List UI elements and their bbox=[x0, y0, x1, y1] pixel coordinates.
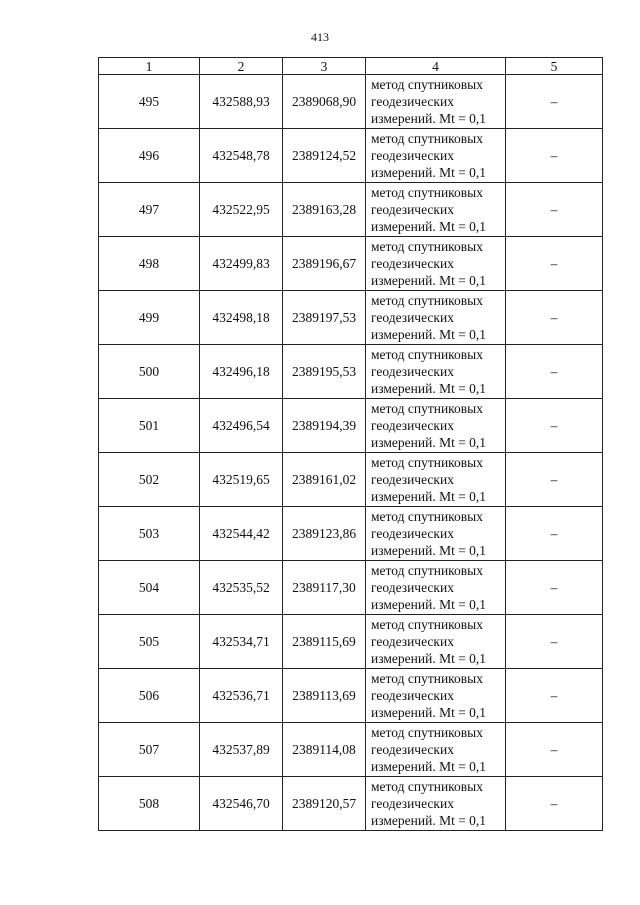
method-line: геодезических bbox=[371, 796, 454, 811]
coordinate-x-cell: 432536,71 bbox=[200, 669, 283, 723]
point-number-cell: 507 bbox=[99, 723, 200, 777]
method-cell bbox=[366, 237, 506, 291]
table-row bbox=[99, 615, 603, 669]
method-line: метод спутниковых bbox=[371, 509, 483, 524]
coordinate-y-cell: 2389115,69 bbox=[283, 615, 366, 669]
method-line: геодезических bbox=[371, 418, 454, 433]
method-cell bbox=[366, 399, 506, 453]
method-line: метод спутниковых bbox=[371, 77, 483, 92]
coordinate-y-cell: 2389113,69 bbox=[283, 669, 366, 723]
coordinate-y-cell: 2389114,08 bbox=[283, 723, 366, 777]
method-cell bbox=[366, 75, 506, 129]
method-line: метод спутниковых bbox=[371, 293, 483, 308]
table-header-row bbox=[99, 58, 603, 75]
table-row bbox=[99, 399, 603, 453]
method-line: метод спутниковых bbox=[371, 455, 483, 470]
coordinate-y-cell: 2389068,90 bbox=[283, 75, 366, 129]
method-line: измерений. Mt = 0,1 bbox=[371, 651, 487, 666]
method-cell bbox=[366, 723, 506, 777]
point-number-cell: 506 bbox=[99, 669, 200, 723]
note-cell: – bbox=[506, 183, 603, 237]
method-line: метод спутниковых bbox=[371, 725, 483, 740]
method-line: измерений. Mt = 0,1 bbox=[371, 705, 487, 720]
method-cell bbox=[366, 615, 506, 669]
point-number-cell: 496 bbox=[99, 129, 200, 183]
method-line: измерений. Mt = 0,1 bbox=[371, 273, 487, 288]
note-cell: – bbox=[506, 777, 603, 831]
column-header-1: 1 bbox=[99, 58, 200, 75]
table-body bbox=[99, 75, 603, 831]
point-number-cell: 497 bbox=[99, 183, 200, 237]
coordinates-table bbox=[98, 57, 603, 831]
point-number-cell: 500 bbox=[99, 345, 200, 399]
table-row bbox=[99, 669, 603, 723]
table-row bbox=[99, 75, 603, 129]
method-line: метод спутниковых bbox=[371, 563, 483, 578]
coordinate-y-cell: 2389117,30 bbox=[283, 561, 366, 615]
method-line: метод спутниковых bbox=[371, 617, 483, 632]
note-cell: – bbox=[506, 129, 603, 183]
method-cell bbox=[366, 777, 506, 831]
method-cell bbox=[366, 345, 506, 399]
method-cell bbox=[366, 507, 506, 561]
method-cell bbox=[366, 129, 506, 183]
coordinate-y-cell: 2389195,53 bbox=[283, 345, 366, 399]
method-line: измерений. Mt = 0,1 bbox=[371, 489, 487, 504]
method-line: измерений. Mt = 0,1 bbox=[371, 435, 487, 450]
method-line: метод спутниковых bbox=[371, 779, 483, 794]
point-number-cell: 495 bbox=[99, 75, 200, 129]
coordinate-x-cell: 432546,70 bbox=[200, 777, 283, 831]
method-line: метод спутниковых bbox=[371, 401, 483, 416]
method-line: измерений. Mt = 0,1 bbox=[371, 543, 487, 558]
note-cell: – bbox=[506, 669, 603, 723]
method-line: метод спутниковых bbox=[371, 671, 483, 686]
method-line: метод спутниковых bbox=[371, 239, 483, 254]
method-line: метод спутниковых bbox=[371, 347, 483, 362]
method-line: измерений. Mt = 0,1 bbox=[371, 597, 487, 612]
coordinate-y-cell: 2389163,28 bbox=[283, 183, 366, 237]
coordinate-x-cell: 432496,18 bbox=[200, 345, 283, 399]
method-line: измерений. Mt = 0,1 bbox=[371, 327, 487, 342]
note-cell: – bbox=[506, 237, 603, 291]
method-line: геодезических bbox=[371, 742, 454, 757]
method-line: геодезических bbox=[371, 688, 454, 703]
coordinate-x-cell: 432548,78 bbox=[200, 129, 283, 183]
coordinate-x-cell: 432537,89 bbox=[200, 723, 283, 777]
coordinate-y-cell: 2389161,02 bbox=[283, 453, 366, 507]
note-cell: – bbox=[506, 507, 603, 561]
table-row bbox=[99, 561, 603, 615]
note-cell: – bbox=[506, 723, 603, 777]
method-line: измерений. Mt = 0,1 bbox=[371, 219, 487, 234]
point-number-cell: 502 bbox=[99, 453, 200, 507]
coordinate-x-cell: 432522,95 bbox=[200, 183, 283, 237]
coordinate-x-cell: 432499,83 bbox=[200, 237, 283, 291]
method-cell bbox=[366, 453, 506, 507]
method-line: измерений. Mt = 0,1 bbox=[371, 813, 487, 828]
coordinate-y-cell: 2389197,53 bbox=[283, 291, 366, 345]
coordinate-x-cell: 432534,71 bbox=[200, 615, 283, 669]
coordinate-x-cell: 432519,65 bbox=[200, 453, 283, 507]
method-line: геодезических bbox=[371, 202, 454, 217]
coordinate-x-cell: 432544,42 bbox=[200, 507, 283, 561]
table-row bbox=[99, 723, 603, 777]
coordinate-x-cell: 432498,18 bbox=[200, 291, 283, 345]
method-line: метод спутниковых bbox=[371, 185, 483, 200]
method-line: измерений. Mt = 0,1 bbox=[371, 165, 487, 180]
method-line: геодезических bbox=[371, 634, 454, 649]
point-number-cell: 503 bbox=[99, 507, 200, 561]
column-header-4: 4 bbox=[366, 58, 506, 75]
method-line: геодезических bbox=[371, 256, 454, 271]
table-row bbox=[99, 453, 603, 507]
method-line: измерений. Mt = 0,1 bbox=[371, 759, 487, 774]
point-number-cell: 504 bbox=[99, 561, 200, 615]
method-line: измерений. Mt = 0,1 bbox=[371, 111, 487, 126]
point-number-cell: 501 bbox=[99, 399, 200, 453]
note-cell: – bbox=[506, 399, 603, 453]
table-row bbox=[99, 507, 603, 561]
column-header-5: 5 bbox=[506, 58, 603, 75]
method-cell bbox=[366, 669, 506, 723]
point-number-cell: 499 bbox=[99, 291, 200, 345]
method-line: геодезических bbox=[371, 580, 454, 595]
coordinate-y-cell: 2389123,86 bbox=[283, 507, 366, 561]
note-cell: – bbox=[506, 561, 603, 615]
column-header-3: 3 bbox=[283, 58, 366, 75]
coordinate-y-cell: 2389194,39 bbox=[283, 399, 366, 453]
method-cell bbox=[366, 291, 506, 345]
method-line: геодезических bbox=[371, 94, 454, 109]
table-row bbox=[99, 183, 603, 237]
method-cell bbox=[366, 561, 506, 615]
column-header-2: 2 bbox=[200, 58, 283, 75]
table-row bbox=[99, 237, 603, 291]
table-row bbox=[99, 345, 603, 399]
point-number-cell: 508 bbox=[99, 777, 200, 831]
note-cell: – bbox=[506, 615, 603, 669]
note-cell: – bbox=[506, 345, 603, 399]
table-row bbox=[99, 129, 603, 183]
coordinate-y-cell: 2389196,67 bbox=[283, 237, 366, 291]
note-cell: – bbox=[506, 75, 603, 129]
method-line: геодезических bbox=[371, 526, 454, 541]
method-line: геодезических bbox=[371, 364, 454, 379]
method-line: геодезических bbox=[371, 472, 454, 487]
method-cell bbox=[366, 183, 506, 237]
note-cell: – bbox=[506, 453, 603, 507]
coordinate-y-cell: 2389124,52 bbox=[283, 129, 366, 183]
table-row bbox=[99, 777, 603, 831]
page-number: 413 bbox=[311, 30, 329, 44]
table-row bbox=[99, 291, 603, 345]
coordinate-x-cell: 432496,54 bbox=[200, 399, 283, 453]
note-cell: – bbox=[506, 291, 603, 345]
method-line: измерений. Mt = 0,1 bbox=[371, 381, 487, 396]
method-line: метод спутниковых bbox=[371, 131, 483, 146]
coordinate-x-cell: 432588,93 bbox=[200, 75, 283, 129]
point-number-cell: 498 bbox=[99, 237, 200, 291]
coordinate-x-cell: 432535,52 bbox=[200, 561, 283, 615]
method-line: геодезических bbox=[371, 310, 454, 325]
method-line: геодезических bbox=[371, 148, 454, 163]
coordinate-y-cell: 2389120,57 bbox=[283, 777, 366, 831]
point-number-cell: 505 bbox=[99, 615, 200, 669]
